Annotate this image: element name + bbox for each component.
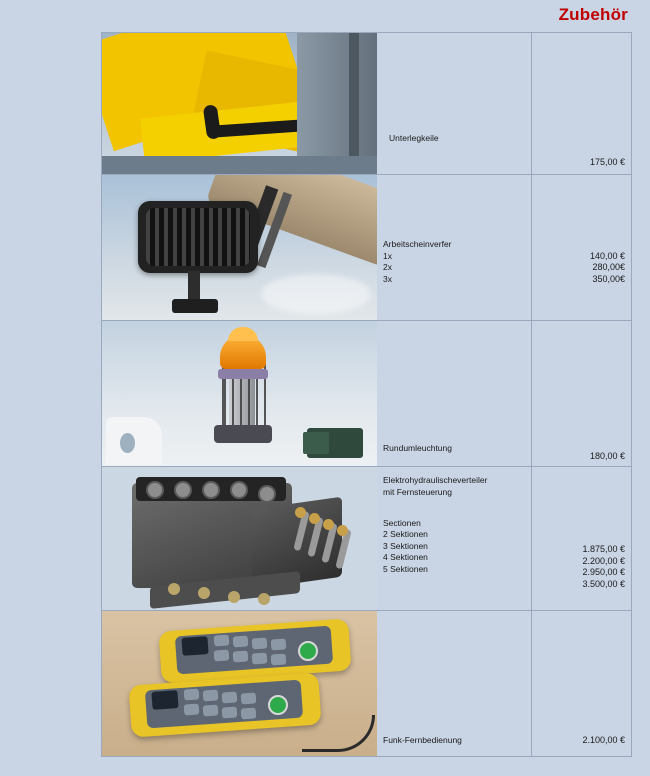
description-line: Funk-Fernbedienung	[383, 734, 462, 745]
price-line: 140,00 €	[589, 250, 625, 261]
description-line: Arbeitscheinverfer	[383, 239, 452, 249]
unterlegkeile-photo	[102, 33, 377, 174]
table-row	[102, 467, 632, 611]
description-line: 4 Sektionen	[383, 552, 428, 562]
price-line: 2.100,00 €	[582, 734, 625, 745]
description-line: 2 Sektionen	[383, 529, 428, 539]
description-line: 5 Sektionen	[383, 563, 428, 574]
table-cell-description	[377, 33, 532, 175]
price-line: 2.200,00 €	[582, 555, 625, 566]
description-line: 3x	[383, 273, 392, 284]
description-line: 3 Sektionen	[383, 540, 428, 551]
table-row	[102, 611, 632, 757]
table-cell-image	[102, 321, 377, 467]
price-line: 280,00€	[592, 262, 625, 272]
table-cell-price	[532, 611, 632, 757]
table-cell-price	[532, 175, 632, 321]
table-cell-description	[377, 175, 532, 321]
description-line: 1x	[383, 250, 392, 261]
table-cell-image	[102, 175, 377, 321]
table-cell-price	[532, 33, 632, 175]
table-row	[102, 321, 632, 467]
table-cell-price	[532, 467, 632, 611]
price-line: 1.875,00 €	[582, 544, 625, 554]
arbeitsscheinwerfer-photo	[102, 175, 377, 320]
price-line: 175,00 €	[589, 156, 625, 167]
description-line: mit Fernsteuerung	[383, 486, 452, 497]
page-title: Zubehör	[558, 5, 628, 24]
price-line	[532, 239, 631, 251]
description-line	[377, 498, 531, 510]
description-line: Sectionen	[383, 517, 421, 528]
rundumleuchtung-photo	[102, 321, 377, 466]
price-line: 350,00€	[592, 273, 625, 284]
description-line: Unterlegkeile	[389, 133, 439, 143]
description-line: Elektrohydraulischeverteiler	[383, 475, 488, 485]
funk-fernbedienung-photo	[102, 611, 377, 756]
table-cell-description	[377, 321, 532, 467]
accessories-table	[101, 32, 632, 757]
price-line: 2.950,00 €	[582, 567, 625, 577]
table-row	[102, 175, 632, 321]
price-line: 3.500,00 €	[582, 578, 625, 589]
table-cell-price	[532, 321, 632, 467]
table-cell-image	[102, 33, 377, 175]
table-cell-image	[102, 467, 377, 611]
description-line: 2x	[383, 262, 392, 272]
table-row	[102, 33, 632, 175]
description-line: Rundumleuchtung	[383, 442, 452, 453]
elektrohydraulischeverteiler-photo	[102, 467, 377, 610]
table-cell-description	[377, 467, 532, 611]
table-cell-description	[377, 611, 532, 757]
table-cell-image	[102, 611, 377, 757]
price-line: 180,00 €	[589, 450, 625, 461]
